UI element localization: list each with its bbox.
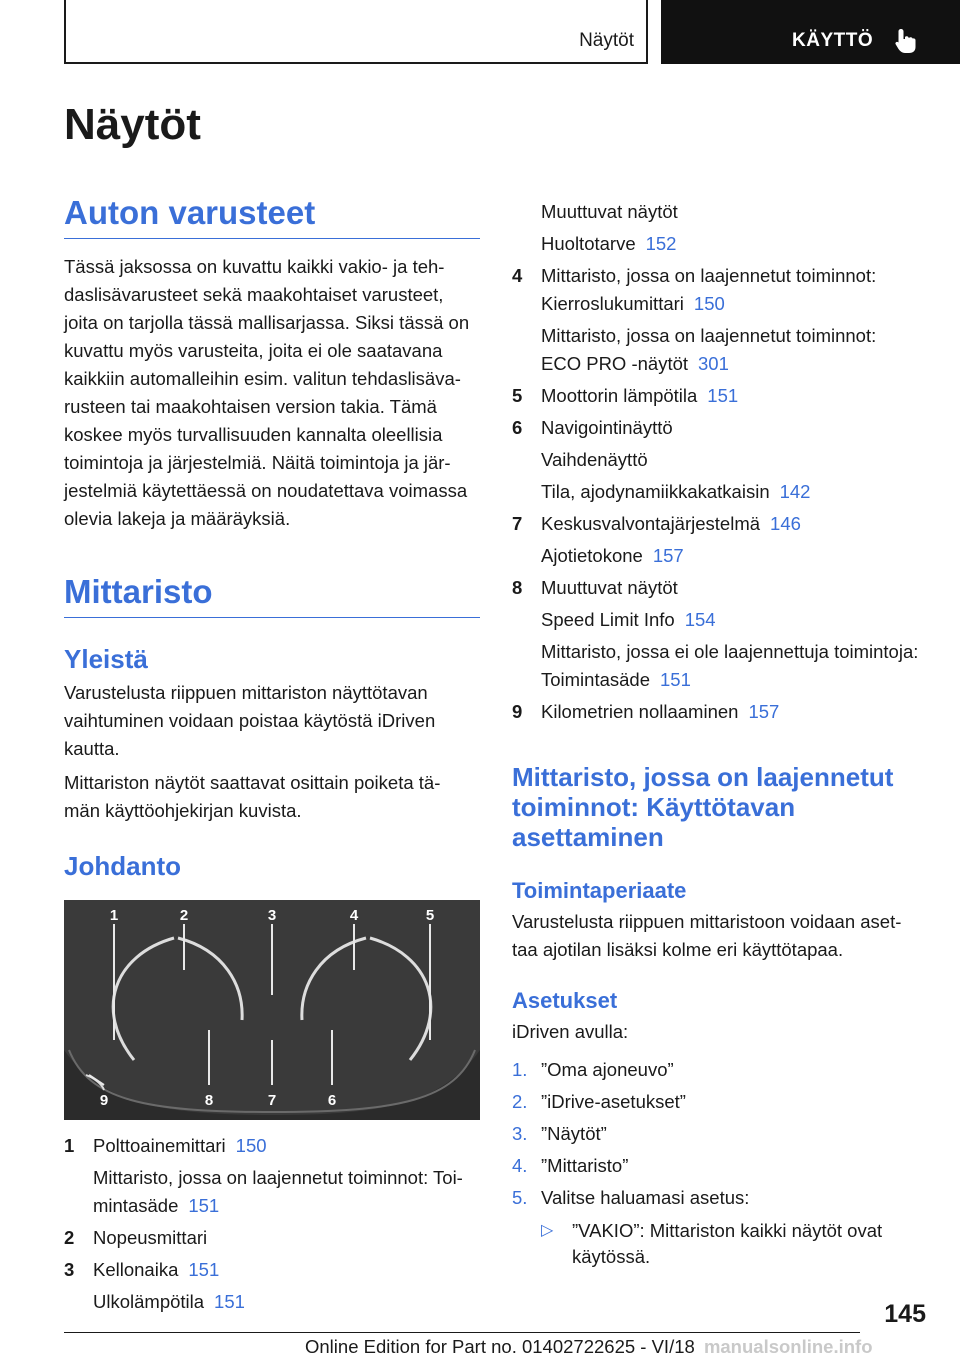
heading-auton-varusteet: Auton varusteet	[64, 194, 480, 239]
figure-label: 3	[267, 907, 277, 924]
text-line: Varustelusta riippuen mittaristoon voidaan aset-	[512, 911, 902, 932]
legend-line	[541, 606, 930, 634]
page-link[interactable]: 150	[235, 1135, 267, 1156]
step-number: 1.	[512, 1059, 528, 1080]
legend-number: 9	[512, 701, 523, 722]
text-line: daslisävarusteet sekä maakohtaiset varusteet,	[64, 284, 444, 305]
page-link[interactable]: 151	[214, 1291, 245, 1312]
page-link[interactable]: 157	[652, 545, 684, 566]
legend-text: Kilometrien nollaaminen	[541, 701, 739, 722]
legend-text: Navigointinäyttö	[541, 417, 673, 438]
legend-item	[512, 510, 930, 570]
heading-toimintaperiaate: Toimintaperiaate	[512, 878, 687, 903]
legend-item	[512, 414, 930, 506]
figure-label: 9	[99, 1092, 109, 1109]
legend-text: Keskusvalvontajärjestelmä	[541, 513, 761, 534]
page-number: 145	[884, 1300, 926, 1328]
legend-item	[512, 262, 930, 378]
legend-line	[93, 1288, 480, 1316]
page-link[interactable]: 151	[188, 1195, 220, 1216]
header-chapter-label: KÄYTTÖ	[792, 30, 874, 51]
page-link[interactable]: 150	[693, 293, 725, 314]
legend-number: 1	[64, 1135, 75, 1156]
toimintaperiaate-paragraph	[512, 908, 930, 964]
page-title: Näytöt	[64, 100, 201, 149]
heading-asetukset: Asetukset	[512, 988, 618, 1013]
legend-line	[541, 478, 930, 506]
legend-line	[541, 262, 930, 290]
legend-line	[541, 542, 930, 570]
text-line: kaikkiin automalleihin esim. valitun tehdaslisäva-	[64, 368, 461, 389]
legend-text: ECO PRO -näytöt	[541, 353, 689, 374]
legend-number: 7	[512, 513, 523, 534]
legend-line	[93, 1164, 480, 1192]
legend-text: Mittaristo, jossa on laajennetut toiminnot: Toi-	[93, 1167, 463, 1188]
sub-text-line: ”VAKIO”: Mittariston kaikki näytöt ovat	[572, 1220, 883, 1241]
legend-text: Mittaristo, jossa on laajennetut toiminnot:	[541, 325, 877, 346]
legend-line	[541, 666, 930, 694]
step-number: 2.	[512, 1091, 528, 1112]
legend-text: Vaihdenäyttö	[541, 449, 648, 470]
figure-label: 4	[349, 907, 359, 924]
legend-text: Speed Limit Info	[541, 609, 675, 630]
text-line: Mittariston näytöt saattavat osittain poiketa tä-	[64, 772, 441, 793]
legend-text: Ajotietokone	[541, 545, 643, 566]
footer-divider	[64, 1332, 860, 1333]
step-number: 3.	[512, 1123, 528, 1144]
text-line: koskee myös turvallisuuden kannalta oleellisia	[64, 424, 443, 445]
page-link[interactable]: 151	[660, 669, 691, 690]
figure-label: 6	[327, 1092, 337, 1109]
instrument-cluster-figure	[64, 900, 480, 1120]
header-section-label: Näytöt	[579, 30, 634, 51]
legend-text: Polttoainemittari	[93, 1135, 226, 1156]
heading-yleista: Yleistä	[64, 644, 148, 674]
step-item	[512, 1150, 930, 1182]
step-text: ”iDrive-asetukset”	[541, 1091, 686, 1112]
legend-line	[541, 382, 930, 410]
text-line: taa ajotilan lisäksi kolme eri käyttötapaa.	[512, 939, 844, 960]
watermark-text: manualsonline.info	[703, 1336, 873, 1357]
sub-text-line: käytössä.	[572, 1246, 651, 1267]
legend-text: Mittaristo, jossa on laajennetut toiminnot:	[541, 265, 877, 286]
legend-number: 3	[64, 1259, 75, 1280]
legend-text: Muuttuvat näytöt	[541, 201, 678, 222]
legend-number: 5	[512, 385, 523, 406]
text-line: män käyttöohjekirjan kuvista.	[64, 800, 302, 821]
page-link[interactable]: 151	[188, 1259, 220, 1280]
step-text: Valitse haluamasi asetus:	[541, 1187, 750, 1208]
legend-line	[541, 574, 930, 602]
legend-text: Huoltotarve	[541, 233, 636, 254]
right-column	[512, 198, 930, 1270]
legend-text: Moottorin lämpötila	[541, 385, 698, 406]
legend-line	[93, 1132, 480, 1160]
legend-text: Mittaristo, jossa ei ole laajennettuja toimintoja:	[541, 641, 919, 662]
legend-line	[541, 230, 930, 258]
step-item	[512, 1086, 930, 1118]
legend-text: Toimintasäde	[541, 669, 651, 690]
step-item	[512, 1054, 930, 1086]
edition-text: Online Edition for Part no. 01402722625 - VI/18	[305, 1336, 695, 1357]
step-text: ”Mittaristo”	[541, 1155, 629, 1176]
legend-number: 6	[512, 417, 523, 438]
legend-line	[541, 290, 930, 318]
legend-line	[541, 698, 930, 726]
steps-list	[512, 1054, 930, 1270]
step-text: ”Näytöt”	[541, 1123, 607, 1144]
text-line: toimintoja ja järjestelmiä. Näitä toimintoja ja jär-	[64, 452, 451, 473]
step-number: 5.	[512, 1187, 528, 1208]
text-line: Varustelusta riippuen mittariston näyttötavan	[64, 682, 428, 703]
asetukset-intro: iDriven avulla:	[512, 1021, 629, 1042]
left-column	[64, 194, 480, 1316]
sub-option	[512, 1218, 930, 1270]
legend-text: Kellonaika	[93, 1259, 179, 1280]
step-item	[512, 1182, 930, 1214]
legend-line	[93, 1192, 480, 1220]
legend-item	[64, 1256, 480, 1316]
legend-line	[93, 1256, 480, 1284]
legend-line	[93, 1224, 480, 1252]
legend-item	[512, 574, 930, 694]
text-line: rusteen tai maakohtaisen version takia. Tämä	[64, 396, 437, 417]
yleista-paragraph-1	[64, 679, 480, 763]
legend-line	[541, 198, 930, 226]
figure-label: 5	[425, 907, 435, 924]
figure-label: 1	[109, 907, 119, 924]
page-link[interactable]: 146	[770, 513, 801, 534]
hand-pointer-icon	[893, 27, 921, 55]
legend-list-right	[512, 198, 930, 726]
text-line: kautta.	[64, 738, 120, 759]
text-line: vaihtuminen voidaan poistaa käytöstä iDriven	[64, 710, 436, 731]
legend-item	[64, 1224, 480, 1252]
legend-text: Kierroslukumittari	[541, 293, 684, 314]
step-number: 4.	[512, 1155, 528, 1176]
step-text: ”Oma ajoneuvo”	[541, 1059, 674, 1080]
header-section-tab	[64, 0, 648, 64]
heading-line: asettaminen	[512, 822, 664, 852]
triangle-right-icon: ▷	[541, 1222, 554, 1239]
text-line: jestelmiä käytettäessä on noudatettava voimassa	[64, 480, 468, 501]
legend-list-left	[64, 1132, 480, 1316]
page-link[interactable]: 151	[707, 385, 739, 406]
legend-number: 2	[64, 1227, 75, 1248]
text-line: olevia lakeja ja määräyksiä.	[64, 508, 291, 529]
legend-item	[512, 698, 930, 726]
legend-line	[541, 638, 930, 666]
page-link[interactable]: 301	[698, 353, 729, 374]
legend-item	[512, 198, 930, 258]
legend-line	[541, 510, 930, 538]
legend-text: Muuttuvat näytöt	[541, 577, 678, 598]
yleista-paragraph-2	[64, 769, 480, 825]
legend-item	[64, 1132, 480, 1220]
legend-line	[541, 322, 930, 350]
footer-edition	[305, 1336, 873, 1358]
text-line: joita on tarjolla tässä mallisarjassa. Siksi tässä on	[64, 312, 470, 333]
text-line: Tässä jaksossa on kuvattu kaikki vakio- ja teh-	[64, 256, 445, 277]
legend-text: mintasäde	[93, 1195, 179, 1216]
legend-line	[541, 446, 930, 474]
heading-line: Mittaristo, jossa on laajennetut	[512, 762, 894, 792]
auton-paragraph	[64, 253, 480, 533]
text-line: kuvattu myös varusteita, joita ei ole saatavana	[64, 340, 443, 361]
heading-line: toiminnot: Käyttötavan	[512, 792, 796, 822]
figure-label: 8	[204, 1092, 214, 1109]
figure-label: 7	[267, 1092, 277, 1109]
heading-mittaristo: Mittaristo	[64, 573, 480, 618]
legend-item	[512, 382, 930, 410]
legend-text: Tila, ajodynamiikkakatkaisin	[541, 481, 770, 502]
page-link[interactable]: 142	[779, 481, 811, 502]
page-link[interactable]: 157	[748, 701, 780, 722]
heading-johdanto: Johdanto	[64, 851, 181, 881]
legend-number: 4	[512, 265, 523, 286]
legend-text: Nopeusmittari	[93, 1227, 208, 1248]
legend-text: Ulkolämpötila	[93, 1291, 205, 1312]
legend-number: 8	[512, 577, 523, 598]
page-link[interactable]: 154	[684, 609, 716, 630]
legend-line	[541, 350, 930, 378]
page-link[interactable]: 152	[645, 233, 677, 254]
legend-line	[541, 414, 930, 442]
figure-label: 2	[179, 907, 189, 924]
step-item	[512, 1118, 930, 1150]
heading-laajennetut	[512, 762, 930, 852]
